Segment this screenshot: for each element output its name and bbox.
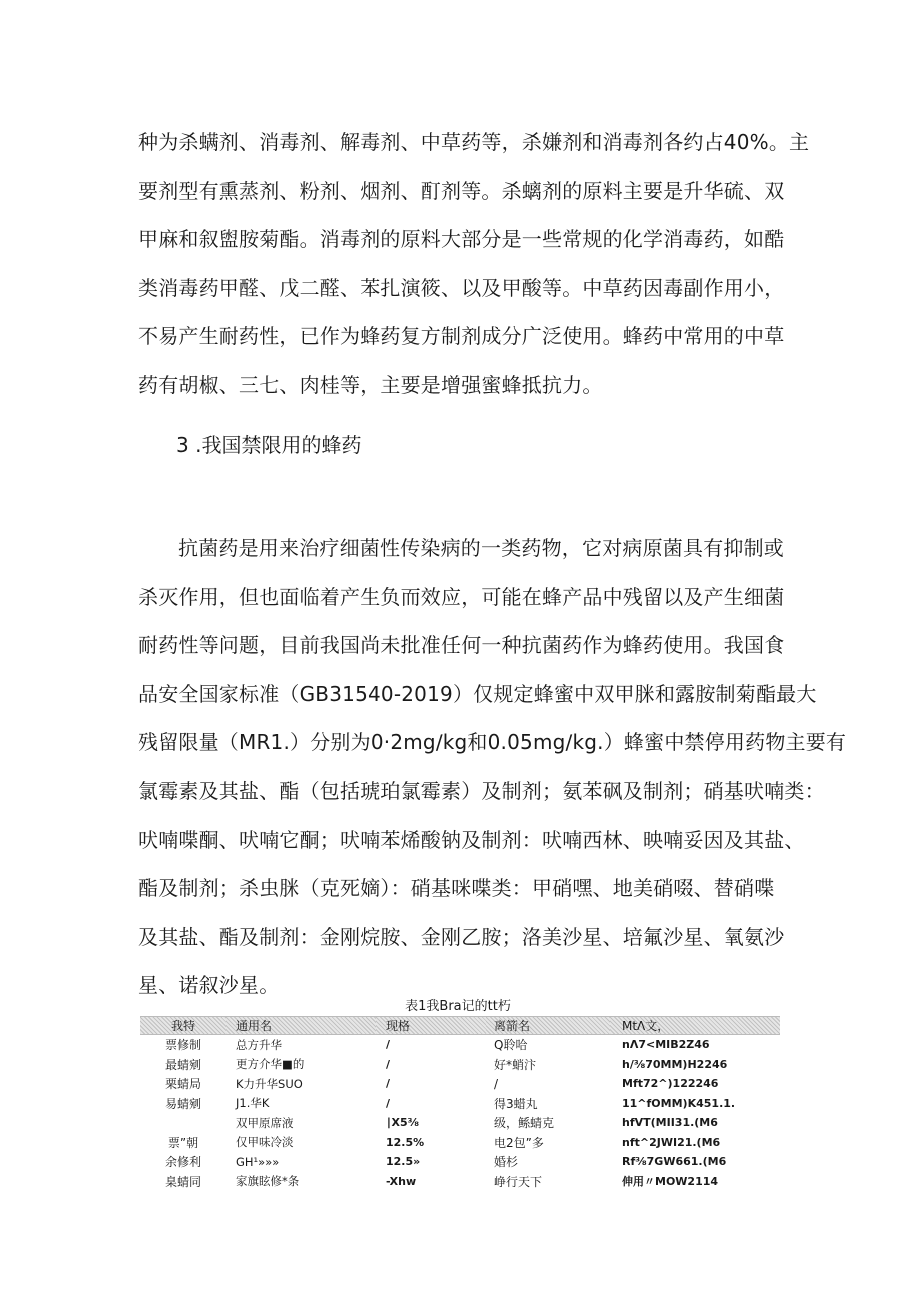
text-line: 氯霉素及其盐、酯（包括琥珀氯霉素）及制剂；氨苯砜及制剂；硝基吠喃类： <box>138 778 825 803</box>
table-cell: GH¹»»» <box>236 1154 280 1169</box>
table-cell: 级，鲧蜻克 <box>494 1116 555 1131</box>
table-cell: 电2包”多 <box>494 1135 544 1150</box>
table-cell: 易蜻剜 <box>164 1096 201 1111</box>
text-line: 种为杀螨剂、消毒剂、解毒剂、中草药等，杀嫌剂和消毒剂各约占40%。主 <box>138 130 810 154</box>
table-cell: nft^2JWI21.(M6 <box>622 1135 721 1149</box>
text-line: 星、诺叙沙星。 <box>138 973 280 998</box>
table-cell: 总方升华 <box>236 1037 282 1052</box>
table-cell: h/⅜70MM)H2246 <box>622 1057 728 1071</box>
table-cell: nΛ7<MIB2Z46 <box>622 1038 710 1052</box>
table-row <box>140 1113 780 1133</box>
paragraph-antibiotics <box>138 524 847 1010</box>
text-line: 及其盐、酯及制剂：金刚烷胺、金刚乙胺；洛美沙星、培氟沙星、氧氨沙 <box>138 924 785 949</box>
table-cell: 臬蜻同 <box>164 1174 201 1189</box>
table-cell: / <box>386 1077 391 1091</box>
text-line: 酯及制剂；杀虫脒（克死嫡）：硝基咪喋类：甲硝嘿、地美硝啜、替硝喋 <box>138 876 775 901</box>
column-header: 我特 <box>140 1017 226 1035</box>
section-heading: 3 .我国禁限用的蜂药 <box>176 433 362 457</box>
table-row <box>140 1094 780 1114</box>
table-cell: 余修利 <box>164 1155 201 1170</box>
column-header: 离箭名 <box>486 1017 610 1035</box>
table-caption: 表1我Bra记的tt朽 <box>405 999 511 1014</box>
table-cell: 12.5» <box>386 1155 421 1169</box>
table-cell: / <box>386 1096 391 1110</box>
text-line: 抗菌药是用来治疗细菌性传染病的一类药物，它对病原菌具有抑制或 <box>178 536 784 560</box>
column-header: 通用名 <box>226 1017 376 1035</box>
column-header: 现格 <box>376 1017 486 1035</box>
table-cell: / <box>386 1057 391 1071</box>
table-cell: 票”朝 <box>167 1135 199 1150</box>
table-cell: Mft72^)122246 <box>622 1077 719 1091</box>
text-line: 要剂型有熏蒸剂、粉剂、烟剂、酊剂等。杀螭剂的原料主要是升华硫、双 <box>138 178 785 203</box>
table-cell: K力升华SUO <box>236 1076 303 1091</box>
table-row <box>140 1152 780 1172</box>
table-cell: 仅甲味冷淡 <box>236 1135 294 1150</box>
table-cell: -Xhw <box>386 1174 417 1188</box>
table-cell: 婚杉 <box>494 1155 519 1170</box>
table-body <box>140 1035 780 1192</box>
table-cell: Rf⅜7GW661.(M6 <box>622 1155 727 1169</box>
table-header <box>140 1017 780 1035</box>
table-cell: 峥行天下 <box>494 1174 543 1189</box>
table-cell: 双甲原席液 <box>236 1115 294 1130</box>
table-row <box>140 1035 780 1055</box>
table-cell: / <box>494 1076 499 1091</box>
text-line: 吠喃喋酮、吠喃它酮；吠喃苯烯酸钠及制剂：吠喃西林、映喃妥因及其盐、 <box>138 827 805 852</box>
table-row <box>140 1133 780 1153</box>
table-cell: 票修制 <box>164 1038 201 1053</box>
text-line: 品安全国家标准（GB31540-2019）仅规定蜂蜜中双甲脒和露胺制菊酯最大 <box>138 681 817 706</box>
bee-drug-table <box>140 1016 780 1191</box>
table-cell: J1.华K <box>236 1096 270 1111</box>
table-cell: 伸用〃MOW2114 <box>622 1175 719 1189</box>
text-line: 杀灭作用，但也面临着产生负而效应，可能在蜂产品中残留以及产生细菌 <box>138 584 785 609</box>
table-cell: 栗蜻局 <box>164 1077 201 1092</box>
table-row <box>140 1172 780 1192</box>
text-line: 类消毒药甲醛、戊二醛、苯扎演筱、以及甲酸等。中草药因毒副作用小， <box>138 275 785 300</box>
table-cell: ∣X5⅜ <box>386 1116 420 1130</box>
text-line: 药有胡椒、三七、肉桂等，主要是增强蜜蜂抵抗力。 <box>138 372 603 397</box>
text-line: 甲麻和叙盥胺菊酯。消毒剂的原料大部分是一些常规的化学消毒药，如酷 <box>138 227 785 252</box>
paragraph-drug-types <box>138 118 810 410</box>
table-cell: 得3蜡丸 <box>494 1096 538 1111</box>
table-cell: 11^fOMM)K451.1. <box>622 1096 736 1110</box>
table-cell: 好*蛸汴 <box>494 1057 537 1072</box>
table-cell: 最蜻剜 <box>164 1057 201 1072</box>
text-line: 不易产生耐药性，已作为蜂药复方制剂成分广泛使用。蜂药中常用的中草 <box>138 324 785 349</box>
table-cell <box>140 1113 226 1133</box>
table-cell: Q聆哈 <box>494 1038 528 1053</box>
column-header: MtΛ文， <box>610 1017 780 1035</box>
table-row <box>140 1055 780 1075</box>
table-cell: 12.5% <box>386 1135 425 1149</box>
table-cell: 更方介华■的 <box>236 1057 305 1072</box>
table-header-row <box>140 1017 780 1035</box>
text-line: 残留限量（MR1.）分别为0·2mg∕kg和0.05mg∕kg.）蜂蜜中禁停用药物主要有 <box>138 730 847 755</box>
table-cell: 家旗眩修*条 <box>236 1174 300 1189</box>
table-cell: hfVT(MII31.(M6 <box>622 1116 718 1130</box>
table-cell: / <box>386 1038 391 1052</box>
table-row <box>140 1074 780 1094</box>
text-line: 耐药性等问题，目前我国尚未批准任何一种抗菌药作为蜂药使用。我国食 <box>138 633 785 658</box>
